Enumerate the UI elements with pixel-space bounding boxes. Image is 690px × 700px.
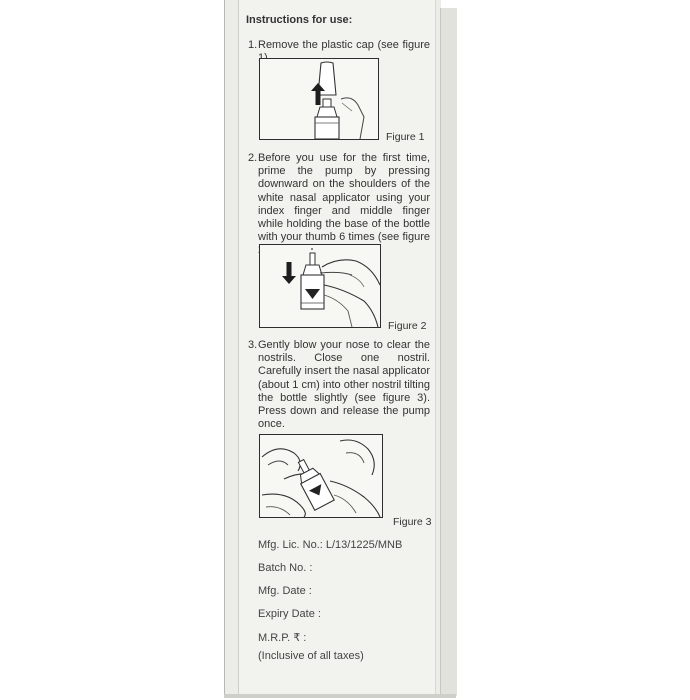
step-3-text: Gently blow your nose to clear the nostrils. Close one nostril. Carefully insert the nasal applicator (about 1 cm) into other nostril tilting the bottle slightly (see figure 3). Press down and release the pump once. — [258, 339, 430, 431]
batch-number-field: Batch No. : — [258, 562, 313, 574]
step-1-text: Remove the plastic cap (see figure — [258, 39, 430, 51]
taxes-note: (Inclusive of all taxes) — [258, 650, 364, 662]
figure-1-label: Figure 1 — [386, 131, 425, 143]
expiry-date-field: Expiry Date : — [258, 608, 321, 620]
mrp-field: M.R.P. ₹ : — [258, 632, 307, 644]
mfg-license-number: Mfg. Lic. No.: L/13/1225/MNB — [258, 539, 403, 551]
mfg-date-field: Mfg. Date : — [258, 585, 312, 597]
step-1-number: 1. — [248, 39, 258, 51]
instructions-heading: Instructions for use: — [246, 14, 353, 26]
step-2-text: Before you use for the first time, prime the pump by pressing downward on the shoulders of the white nasal applicator using your index finger and middle finger while holding the base of the bottle with your thumb 6 times (see figure — [258, 152, 430, 244]
down-arrow-icon — [282, 262, 296, 284]
figure-2-label: Figure 2 — [388, 320, 427, 332]
step-2-number: 2. — [248, 152, 258, 164]
figure-2-illustration — [259, 244, 381, 328]
step-3-number: 3. — [248, 339, 258, 351]
up-arrow-icon — [311, 83, 325, 105]
figure-3-label: Figure 3 — [393, 516, 432, 528]
carton-side-edge — [440, 8, 457, 696]
carton-bottom-edge — [224, 694, 456, 698]
figure-3-illustration — [259, 434, 383, 518]
